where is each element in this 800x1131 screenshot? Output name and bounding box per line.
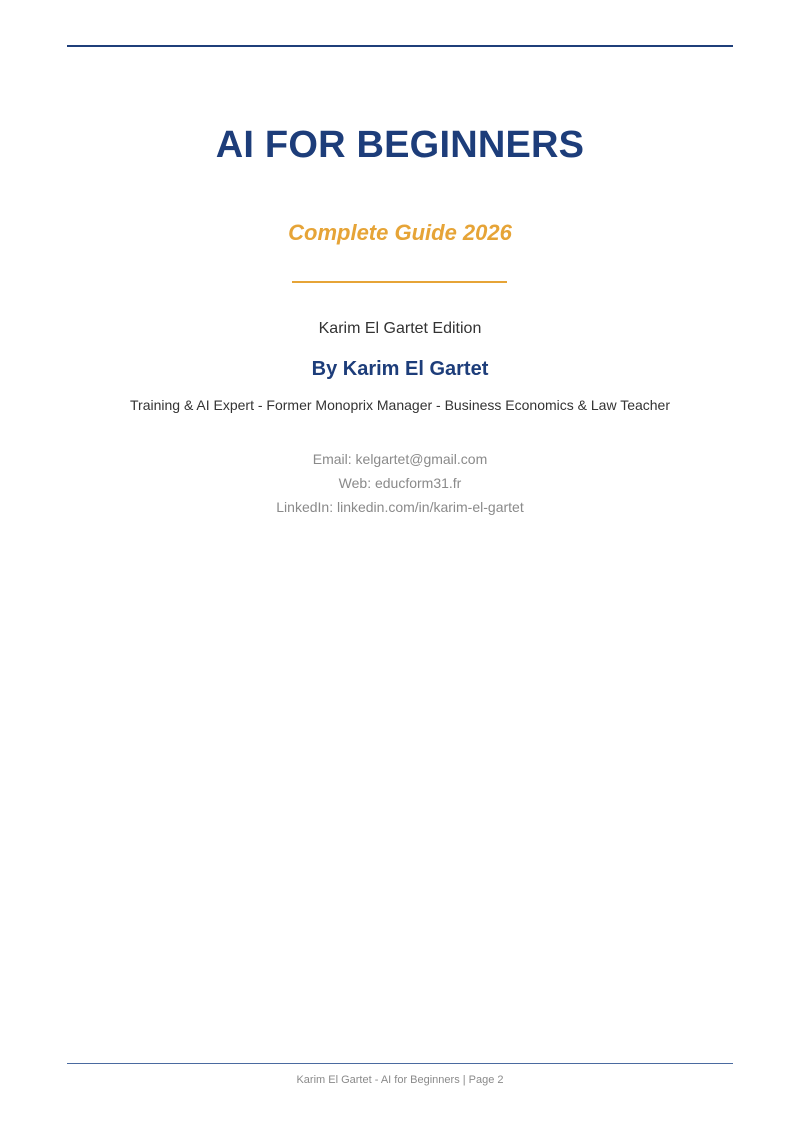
subtitle-underline: [292, 281, 507, 283]
author-byline: By Karim El Gartet: [311, 358, 489, 380]
footer-divider: [67, 1063, 733, 1064]
page-footer: Karim El Gartet - AI for Beginners | Page 2: [296, 1074, 504, 1086]
edition-label: Karim El Gartet Edition: [318, 320, 482, 337]
document-subtitle: Complete Guide 2026: [288, 220, 512, 245]
document-title: AI FOR BEGINNERS: [215, 124, 585, 166]
header-divider: [67, 45, 733, 47]
contact-web: Web: educform31.fr: [338, 475, 462, 491]
contact-email: Email: kelgartet@gmail.com: [312, 451, 488, 467]
contact-linkedin: LinkedIn: linkedin.com/in/karim-el-gartet: [276, 499, 524, 515]
author-credentials: Training & AI Expert - Former Monoprix Manager - Business Economics & Law Teacher: [130, 397, 670, 413]
